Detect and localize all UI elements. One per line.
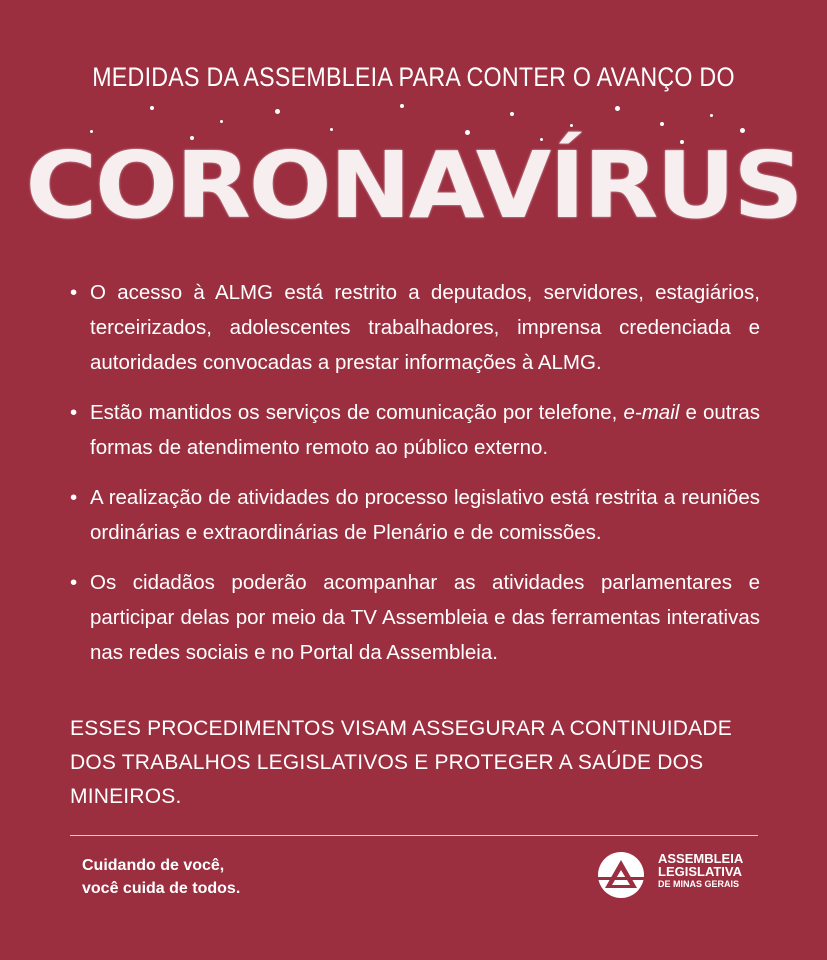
list-item: • O acesso à ALMG está restrito a deputados, servidores, estagiários, terceirizados, adolescentes trabalhadores, imprensa credenciada e autoridades convocadas a prestar informações à ALMG. [70, 275, 760, 380]
list-item: • Os cidadãos poderão acompanhar as atividades parlamentares e participar delas por meio da TV Assembleia e das ferramentas interativas nas redes sociais e no Portal da Assembleia. [70, 565, 760, 670]
measures-list [70, 275, 760, 685]
logo-wordmark: ASSEMBLEIA LEGISLATIVA DE MINAS GERAIS [658, 851, 744, 889]
bullet-icon: • [70, 281, 78, 304]
coronavirus-title: CORONAVÍRUS [25, 132, 802, 239]
list-item: • A realização de atividades do processo legislativo está restrita a reuniões ordinárias e extraordinárias de Plenário e de comissões. [70, 480, 760, 550]
divider [70, 835, 758, 836]
list-item: • Estão mantidos os serviços de comunicação por telefone, e-mail e outras formas de atendimento remoto ao público externo. [70, 395, 760, 465]
bullet-icon: • [70, 401, 78, 424]
slogan-line-2: você cuida de todos. [82, 880, 241, 897]
almg-logo [597, 847, 767, 902]
slogan [82, 854, 240, 900]
headline: MEDIDAS DA ASSEMBLEIA PARA CONTER O AVANÇO DO [92, 62, 735, 92]
closing-statement: ESSES PROCEDIMENTOS VISAM ASSEGURAR A CONTINUIDADE DOS TRABALHOS LEGISLATIVOS E PROTEGER A SAÚDE DOS MINEIROS. [70, 717, 732, 808]
bullet-icon: • [70, 571, 78, 594]
bullet-icon: • [70, 486, 78, 509]
slogan-line-1: Cuidando de você, [82, 857, 225, 874]
almg-triangle-logo-icon [597, 851, 645, 899]
